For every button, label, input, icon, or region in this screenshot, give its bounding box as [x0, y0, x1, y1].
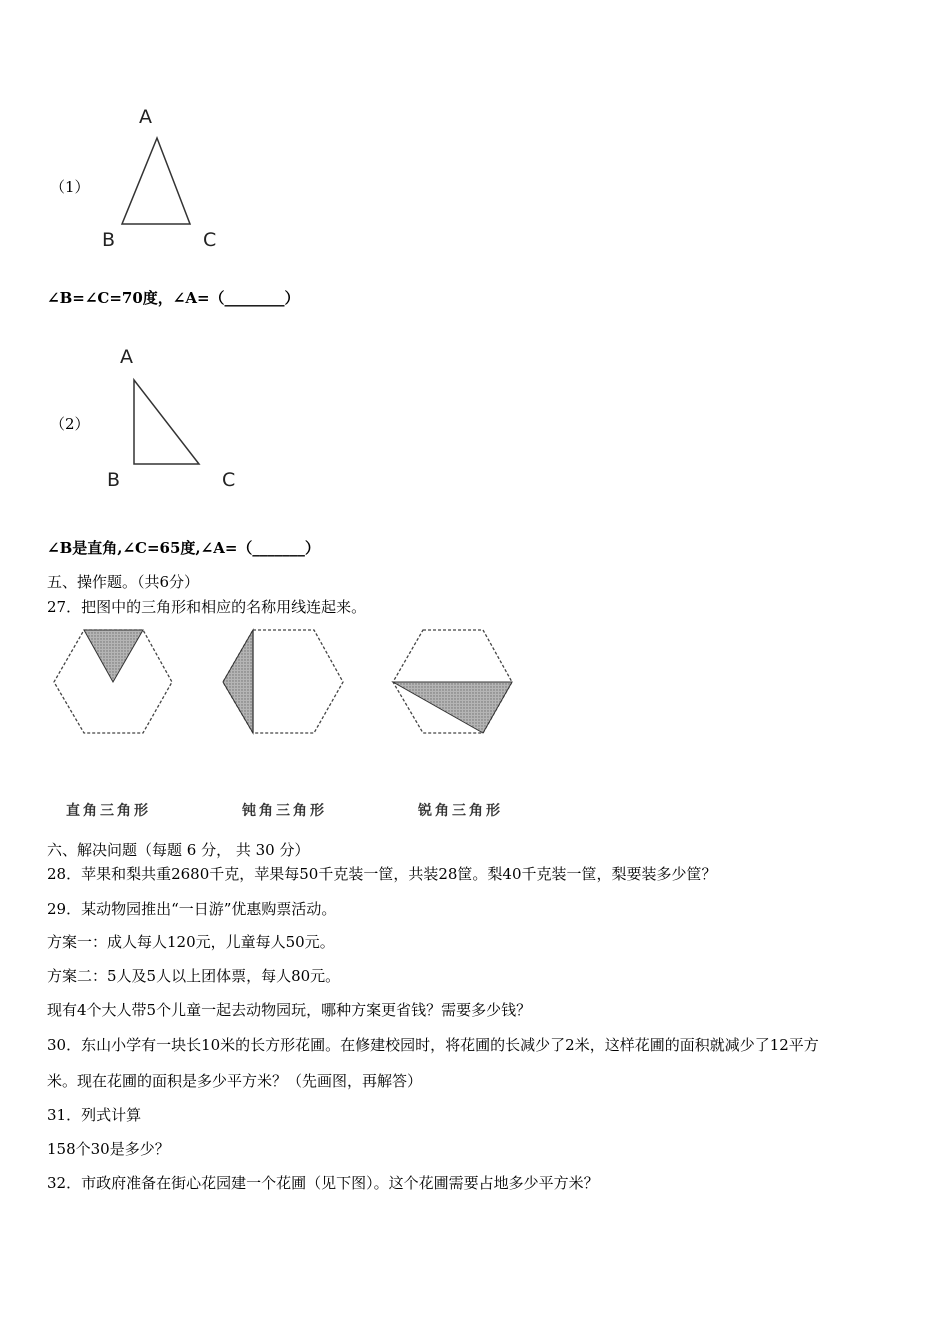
question-1-text: ∠B=∠C=70度，∠A=（________）	[47, 289, 300, 307]
triangle-name-obtuse: 钝角三角形	[242, 803, 327, 819]
shaded-triangle-2	[223, 630, 253, 733]
question-31: 31．列式计算	[47, 1106, 142, 1124]
figure-1-label: （1）	[50, 178, 90, 196]
hexagon-3	[393, 630, 512, 733]
section-5-heading: 五、操作题。（共6分）	[47, 573, 200, 591]
question-29: 29．某动物园推出“一日游”优惠购票活动。	[47, 900, 337, 918]
right-triangle	[134, 380, 199, 464]
question-28: 28．苹果和梨共重2680千克，苹果每50千克装一筐，共装28筐。梨40千克装一筐，梨要装多少筐？	[47, 865, 717, 883]
question-30-line-1: 30．东山小学有一块长10米的长方形花圃。在修建校园时，将花圃的长减少了2米，这样花圃的面积就减少了12平方	[47, 1036, 819, 1054]
triangle-name-acute: 锐角三角形	[418, 803, 503, 819]
question-29-plan-1: 方案一：成人每人120元，儿童每人50元。	[47, 933, 335, 951]
triangle-name-right: 直角三角形	[66, 803, 151, 819]
shaded-triangle-3	[393, 682, 512, 733]
vertex-c-label: C	[222, 469, 236, 491]
vertex-a-label: A	[139, 106, 152, 128]
question-29-ask: 现有4个大人带5个儿童一起去动物园玩，哪种方案更省钱？需要多少钱？	[47, 1001, 532, 1019]
hexagon-1	[54, 630, 172, 733]
isosceles-triangle	[122, 138, 190, 224]
vertex-a-label: A	[120, 346, 133, 368]
figure-2-label: （2）	[50, 415, 90, 433]
section-6-heading: 六、解决问题（每题 6 分， 共 30 分）	[47, 841, 310, 859]
hexagon-2	[223, 630, 343, 733]
question-2-text: ∠B是直角,∠C=65度,∠A=（_______）	[47, 539, 320, 557]
shaded-triangle-1	[84, 630, 143, 682]
question-30-line-2: 米。现在花圃的面积是多少平方米？（先画图，再解答）	[47, 1072, 423, 1090]
vertex-b-label: B	[102, 229, 116, 251]
hexagon-figures	[40, 620, 540, 750]
question-32: 32．市政府准备在街心花园建一个花圃（见下图）。这个花圃需要占地多少平方米？	[47, 1174, 599, 1192]
vertex-c-label: C	[203, 229, 217, 251]
question-29-plan-2: 方案二：5人及5人以上团体票，每人80元。	[47, 967, 341, 985]
question-31-ask: 158个30是多少？	[47, 1140, 170, 1158]
question-27: 27．把图中的三角形和相应的名称用线连起来。	[47, 598, 367, 616]
vertex-b-label: B	[107, 469, 121, 491]
